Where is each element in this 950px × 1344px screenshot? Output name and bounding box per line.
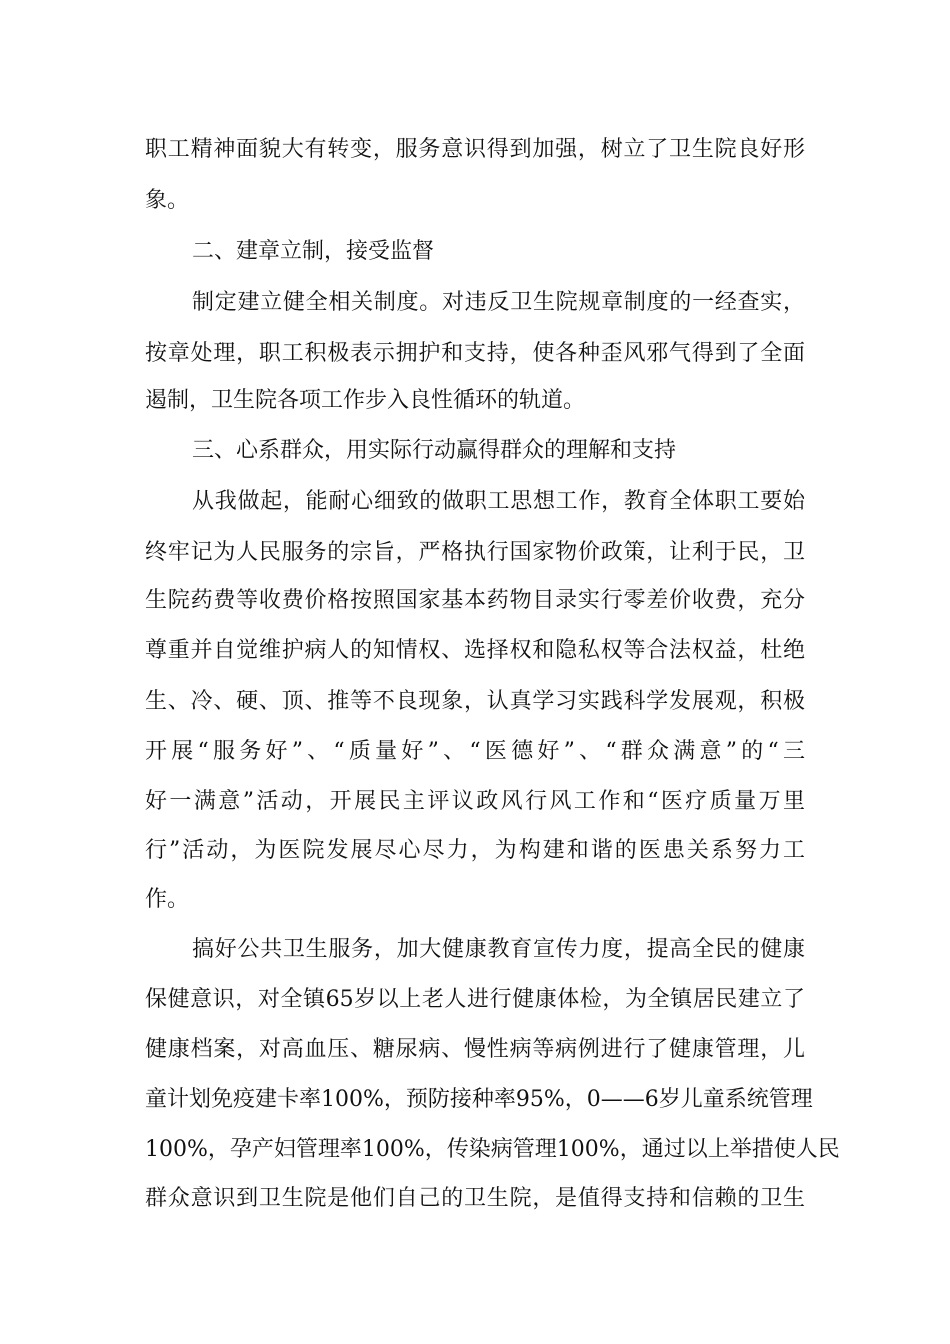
paragraph-line: 尊重并自觉维护病人的知情权、选择权和隐私权等合法权益，杜绝 bbox=[145, 638, 805, 663]
section-heading-2: 二、建章立制，接受监督 bbox=[192, 239, 435, 264]
paragraph-line: 100%，孕产妇管理率100%，传染病管理100%，通过以上举措使人民 bbox=[145, 1137, 840, 1162]
section-heading-3: 三、心系群众，用实际行动赢得群众的理解和支持 bbox=[192, 438, 677, 463]
paragraph-line: 制定建立健全相关制度。对违反卫生院规章制度的一经查实， bbox=[192, 290, 805, 315]
paragraph-line: 群众意识到卫生院是他们自己的卫生院，是值得支持和信赖的卫生 bbox=[145, 1186, 805, 1211]
paragraph-line: 保健意识，对全镇65岁以上老人进行健康体检，为全镇居民建立了 bbox=[145, 987, 805, 1012]
paragraph-line: 行”活动，为医院发展尽心尽力，为构建和谐的医患关系努力工 bbox=[145, 838, 805, 863]
paragraph-line: 象。 bbox=[145, 188, 190, 213]
paragraph-line: 好一满意”活动，开展民主评议政风行风工作和“医疗质量万里 bbox=[145, 789, 805, 814]
paragraph-line: 童计划免疫建卡率100%，预防接种率95%，0——6岁儿童系统管理 bbox=[145, 1087, 813, 1112]
paragraph-line: 按章处理，职工积极表示拥护和支持，使各种歪风邪气得到了全面 bbox=[145, 341, 805, 366]
paragraph-line: 遏制，卫生院各项工作步入良性循环的轨道。 bbox=[145, 388, 586, 413]
paragraph-line: 作。 bbox=[145, 887, 190, 912]
paragraph-line: 终牢记为人民服务的宗旨，严格执行国家物价政策，让利于民，卫 bbox=[145, 540, 805, 565]
paragraph-line: 开展“服务好”、“质量好”、“医德好”、“群众满意”的“三 bbox=[145, 739, 805, 764]
paragraph-line: 职工精神面貌大有转变，服务意识得到加强，树立了卫生院良好形 bbox=[145, 137, 805, 162]
paragraph-line: 生院药费等收费价格按照国家基本药物目录实行零差价收费，充分 bbox=[145, 588, 805, 613]
paragraph-line: 生、冷、硬、顶、推等不良现象，认真学习实践科学发展观，积极 bbox=[145, 689, 805, 714]
paragraph-line: 从我做起，能耐心细致的做职工思想工作，教育全体职工要始 bbox=[192, 489, 805, 514]
paragraph-line: 搞好公共卫生服务，加大健康教育宣传力度，提高全民的健康 bbox=[192, 937, 805, 962]
paragraph-line: 健康档案，对高血压、糖尿病、慢性病等病例进行了健康管理，儿 bbox=[145, 1037, 805, 1062]
